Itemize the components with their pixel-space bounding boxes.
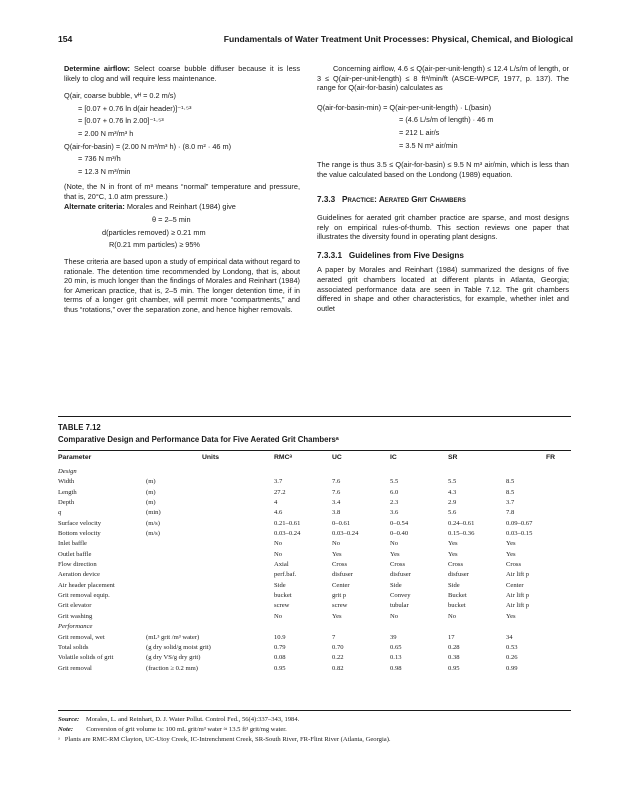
value-cell: Convey — [390, 592, 411, 600]
value-cell: 6.0 — [390, 488, 399, 496]
value-cell: Center — [332, 581, 350, 589]
units-cell — [146, 570, 274, 580]
value-cell: 2.3 — [390, 499, 399, 507]
table-row — [58, 591, 571, 601]
equation-line: = 736 N m³/h — [78, 154, 121, 164]
value-cell: 3.6 — [390, 509, 399, 517]
value-cell: 0.24–0.61 — [448, 519, 475, 527]
normal-conditions-note: (Note, the N in front of m³ means “normal” temperature and pressure, that is, 20°C, 1.0 atm pressure.) — [64, 182, 300, 201]
units-cell — [146, 550, 274, 560]
conversion-note — [58, 725, 571, 735]
source-text: Morales, L. and Reinhart, D. J. Water Pollut. Control Fed., 56(4):337–343, 1984. — [85, 716, 300, 723]
units-cell — [146, 591, 274, 601]
parameter-cell: Inlet baffle — [58, 540, 87, 548]
airflow-heading: Determine airflow: — [64, 64, 130, 73]
value-cell: Yes — [506, 612, 516, 620]
section-number: 7.3.3 — [317, 195, 336, 205]
page-number: 154 — [58, 34, 73, 44]
value-cell: 0.21–0.61 — [274, 519, 301, 527]
value-cell: 5.6 — [448, 509, 457, 517]
value-cell: 5.5 — [390, 478, 399, 486]
value-cell: Axial — [274, 561, 289, 569]
value-cell: 0.03–0.24 — [332, 530, 359, 538]
group-label: Design — [58, 468, 77, 475]
value-cell: screw — [332, 602, 348, 610]
table-row — [58, 488, 571, 498]
table-row — [58, 664, 571, 674]
table-row — [58, 529, 571, 539]
units-cell — [146, 581, 274, 591]
equation-line: Q(air-for-basin) = (2.00 N m³/m³ h) · (8.0 m² · 46 m) — [64, 141, 232, 151]
value-cell: 10.9 — [274, 633, 286, 641]
value-cell: 0–0.54 — [390, 519, 409, 527]
value-cell: Yes — [448, 540, 458, 548]
airflow-range-paragraph: Concerning airflow, 4.6 ≤ Q(air-per-unit-length) ≤ 12.4 L/s/m of length, or 3 ≤ Q(air-per-unit-length) ≤ 8 ft³/min/ft (ASCE-WPCF, 1977, p. 137). The range for Q(air-for-basin) calculates as — [317, 64, 569, 93]
value-cell: No — [390, 612, 399, 620]
parameter-cell: Total solids — [58, 643, 89, 651]
equation-line: = [0.07 + 0.76 ln 2.00]⁻¹·⁵³ — [78, 116, 164, 126]
running-title: Fundamentals of Water Treatment Unit Processes: Physical, Chemical, and Biological — [223, 34, 573, 44]
units-cell: (m/s) — [146, 530, 160, 538]
alternate-criteria-text: Morales and Reinhart (1984) give — [124, 201, 236, 211]
plant-footnote — [58, 735, 571, 745]
section-title: Practice: Aerated Grit Chambers — [342, 195, 466, 205]
criterion-line: θ = 2–5 min — [152, 215, 191, 225]
value-cell: grit p — [332, 592, 347, 600]
table-group-row — [58, 622, 571, 632]
value-cell: 3.8 — [332, 509, 341, 517]
table-row — [58, 601, 571, 611]
value-cell: 3.7 — [274, 478, 283, 486]
units-cell: (fraction ≥ 0.2 mm) — [146, 664, 198, 672]
value-cell: 4.3 — [448, 488, 457, 496]
value-cell: 17 — [448, 633, 455, 641]
table-row — [58, 560, 571, 570]
value-cell: 7.8 — [506, 509, 515, 517]
parameter-cell: Volatile solids of grit — [58, 654, 114, 662]
equation-line: = 212 L air/s — [399, 127, 440, 137]
value-cell: No — [332, 540, 341, 548]
value-cell: 0.70 — [332, 643, 344, 651]
value-cell: 7 — [332, 633, 336, 641]
value-cell: 0.38 — [448, 654, 460, 662]
table-row — [58, 550, 571, 560]
source-note — [58, 715, 571, 725]
value-cell: screw — [274, 602, 290, 610]
parameter-cell: Grit washing — [58, 612, 93, 620]
equation-line: = 12.3 N m³/min — [78, 166, 131, 176]
parameter-cell: Width — [58, 478, 75, 486]
units-cell: (mL³ grit /m³ water) — [146, 633, 200, 641]
value-cell: Yes — [506, 550, 516, 558]
value-cell: 0–0.61 — [332, 519, 351, 527]
table-row — [58, 519, 571, 529]
column-header: SR — [448, 454, 458, 461]
value-cell: Side — [390, 581, 402, 589]
criteria-discussion-paragraph: These criteria are based upon a study of empirical data without regard to rationale. The detention time recommended by Londong, that is, about 20 min, is much longer than the findings of Morales and Reinhart (1984) for American practice, that is, 2–5 min. The longer detention time, if in terms of a longer grit chamber, will permit more “compartments,” and thus “rotations,” over the separation zone, and hence higher removals. — [64, 256, 300, 314]
subsection-heading — [317, 251, 569, 261]
units-cell — [146, 539, 274, 549]
parameter-cell: Bottom velocity — [58, 530, 101, 538]
source-label: Source: — [58, 716, 80, 723]
value-cell: 0.65 — [390, 643, 402, 651]
airflow-text: Select coarse bubble diffuser because it is less likely to clog and will require less maintenance. — [64, 64, 300, 83]
value-cell: 5.5 — [448, 478, 457, 486]
value-cell: 2.9 — [448, 499, 457, 507]
table-top-rule — [58, 416, 571, 417]
table-row — [58, 498, 571, 508]
note-text: Conversion of grit volume is: 100 mL grit/m³ water ≈ 13.5 ft³ grit/mg water. — [86, 726, 287, 733]
table-row — [58, 508, 571, 518]
value-cell: Cross — [506, 561, 522, 569]
value-cell: Air lift p — [506, 602, 530, 610]
value-cell: Bucket — [448, 592, 467, 600]
column-header: Parameter — [58, 454, 92, 461]
table-row — [58, 653, 571, 663]
parameter-cell: Outlet baffle — [58, 550, 92, 558]
parameter-cell: Grit elevator — [58, 602, 92, 610]
parameter-cell: Depth — [58, 499, 75, 507]
value-cell: Cross — [390, 561, 406, 569]
units-cell — [146, 612, 274, 622]
alternate-criteria-heading: Alternate criteria: — [64, 201, 125, 211]
value-cell: 0.03–0.24 — [274, 530, 301, 538]
value-cell: No — [274, 550, 283, 558]
parameter-cell: Surface velocity — [58, 519, 102, 527]
equation-line: Q(air, coarse bubble, vᴴ = 0.2 m/s) — [64, 91, 176, 101]
subsection-number: 7.3.3.1 — [317, 250, 343, 260]
table-row — [58, 477, 571, 487]
value-cell: Air lift p — [506, 571, 530, 579]
parameter-cell: Air header placement — [58, 581, 115, 589]
note-label: Note: — [58, 726, 74, 733]
units-cell: (m) — [146, 499, 156, 507]
units-cell: (g dry solid/g moist grit) — [146, 643, 211, 651]
value-cell: 3.7 — [506, 499, 515, 507]
value-cell: 0.98 — [390, 664, 402, 672]
airflow-paragraph — [64, 64, 300, 83]
column-header: UC — [332, 454, 342, 461]
alternate-criteria-paragraph — [64, 202, 300, 212]
value-cell: 3.4 — [332, 499, 341, 507]
footnote-mark: ᵃ — [58, 736, 60, 743]
value-cell: bucket — [274, 592, 292, 600]
parameter-cell: Grit removal, wet — [58, 633, 105, 641]
value-cell: 0.53 — [506, 643, 518, 651]
table-title: Comparative Design and Performance Data for Five Aerated Grit Chambersᵃ — [58, 435, 339, 444]
right-column — [317, 64, 569, 313]
group-label: Performance — [58, 623, 93, 631]
value-cell: 8.5 — [506, 488, 515, 496]
subsection-paragraph: A paper by Morales and Reinhart (1984) summarized the designs of five aerated grit chambers located at different plants in Atlanta, Georgia; associated performance data are seen in Table 7.12. The grit chambers differed in shape and other characteristics, for example, whether inlet and outlet — [317, 265, 569, 313]
table-header-rule — [58, 450, 571, 451]
units-cell: (g dry VS/g dry grit) — [146, 654, 201, 662]
value-cell: 27.2 — [274, 488, 286, 496]
equation-line: = [0.07 + 0.76 ln d(air header)]⁻¹·⁵³ — [78, 103, 192, 113]
value-cell: No — [274, 540, 283, 548]
value-cell: 0.22 — [332, 654, 344, 662]
value-cell: 0.13 — [390, 654, 402, 662]
table-label: TABLE 7.12 — [58, 423, 101, 432]
value-cell: 7.6 — [332, 488, 341, 496]
value-cell: 0.95 — [274, 664, 286, 672]
value-cell: disfuser — [332, 571, 353, 579]
units-cell: (m/s) — [146, 519, 160, 527]
units-cell: (m) — [146, 488, 156, 496]
value-cell: 34 — [506, 633, 513, 641]
value-cell: Yes — [332, 612, 342, 620]
value-cell: 0.82 — [332, 664, 344, 672]
units-cell: (min) — [146, 509, 161, 517]
value-cell: 8.5 — [506, 478, 515, 486]
value-cell: tubular — [390, 602, 409, 610]
table-bottom-rule — [58, 710, 571, 711]
column-header: Units — [202, 454, 219, 461]
table-notes — [58, 715, 571, 745]
value-cell: 0.03–0.15 — [506, 530, 533, 538]
parameter-cell: q — [58, 509, 62, 517]
value-cell: 0.26 — [506, 654, 518, 662]
value-cell: Yes — [390, 550, 400, 558]
equation-line: Q(air-for-basin-min) = Q(air-per-unit-length) · L(basin) — [317, 102, 492, 112]
criterion-line: R(0.21 mm particles) ≥ 95% — [109, 240, 200, 250]
value-cell: Yes — [506, 540, 516, 548]
value-cell: 0.79 — [274, 643, 286, 651]
table-row — [58, 612, 571, 622]
value-cell: Cross — [332, 561, 348, 569]
table-header-row — [58, 454, 571, 467]
value-cell: perf.baf. — [274, 571, 297, 579]
parameter-cell: Aeration device — [58, 571, 100, 579]
value-cell: Side — [448, 581, 460, 589]
equation-line: = (4.6 L/s/m of length) · 46 m — [399, 115, 494, 125]
value-cell: Yes — [332, 550, 342, 558]
table-row — [58, 581, 571, 591]
units-cell: (m) — [146, 478, 156, 486]
table-row — [58, 570, 571, 580]
value-cell: 0.08 — [274, 654, 286, 662]
units-cell — [146, 601, 274, 611]
column-header: FR — [545, 454, 555, 461]
value-cell: 0.15–0.36 — [448, 530, 475, 538]
value-cell: Side — [274, 581, 286, 589]
value-cell: 39 — [390, 633, 397, 641]
value-cell: 0–0.40 — [390, 530, 409, 538]
parameter-cell: Grit removal — [58, 664, 92, 672]
subsection-title: Guidelines from Five Designs — [348, 250, 464, 260]
table-row — [58, 643, 571, 653]
data-table — [58, 454, 571, 674]
footnote-text: Plants are RMC-RM Clayton, UC-Utoy Creek, IC-Intrenchment Creek, SR-South River, FR-Flint River (Atlanta, Georgia). — [64, 736, 391, 743]
column-header: IC — [390, 454, 397, 461]
value-cell: disfuser — [448, 571, 469, 579]
units-cell — [146, 560, 274, 570]
value-cell: No — [390, 540, 399, 548]
value-cell: 4 — [274, 499, 278, 507]
value-cell: No — [448, 612, 457, 620]
value-cell: 0.09–0.67 — [506, 519, 533, 527]
parameter-cell: Grit removal equip. — [58, 592, 110, 600]
value-cell: Yes — [448, 550, 458, 558]
parameter-cell: Length — [58, 488, 77, 496]
criterion-line: d(particles removed) ≥ 0.21 mm — [102, 227, 206, 237]
value-cell: Air lift p — [506, 592, 530, 600]
section-heading — [317, 195, 569, 205]
left-column — [64, 64, 300, 314]
value-cell: 0.99 — [506, 664, 518, 672]
value-cell: No — [274, 612, 283, 620]
table-row — [58, 633, 571, 643]
value-cell: Cross — [448, 561, 464, 569]
value-cell: 0.28 — [448, 643, 460, 651]
column-header: RMCᵃ — [274, 454, 293, 461]
equation-line: = 2.00 N m³/m³ h — [78, 128, 134, 138]
value-cell: Center — [506, 581, 524, 589]
table-row — [58, 539, 571, 549]
value-cell: 7.6 — [332, 478, 341, 486]
value-cell: 4.6 — [274, 509, 283, 517]
value-cell: 0.95 — [448, 664, 460, 672]
parameter-cell: Flow direction — [58, 561, 97, 569]
section-paragraph: Guidelines for aerated grit chamber practice are sparse, and most designs rely on empirical rules-of-thumb. This section reviews one paper that illustrates the diversity found in operating plant designs. — [317, 212, 569, 242]
table-group-row — [58, 467, 571, 477]
running-header — [58, 34, 573, 48]
equation-line: = 3.5 N m³ air/min — [399, 140, 458, 150]
value-cell: disfuser — [390, 571, 411, 579]
value-cell: bucket — [448, 602, 466, 610]
range-conclusion-paragraph: The range is thus 3.5 ≤ Q(air-for-basin) ≤ 9.5 N m³ air/min, which is less than the value calculated based on the Londong (1989) equation. — [317, 160, 569, 179]
